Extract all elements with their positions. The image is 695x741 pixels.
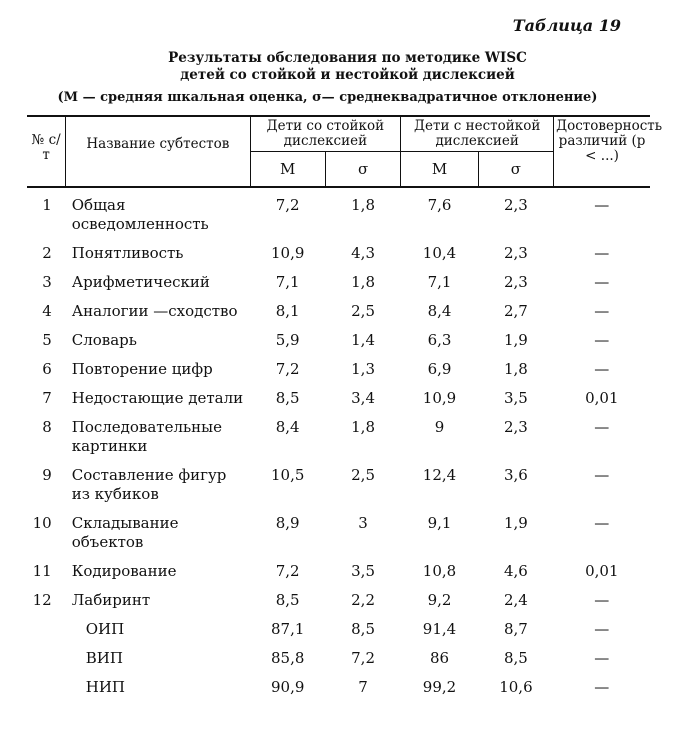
sigma-unstable: 8,5 bbox=[503, 649, 528, 667]
subtest-name: Арифметический bbox=[71, 273, 210, 291]
mean-unstable: 12,4 bbox=[422, 466, 457, 484]
mean-stable: 7,1 bbox=[275, 273, 300, 291]
subtest-name: Аналогии —сходство bbox=[71, 302, 238, 320]
table-row bbox=[27, 239, 650, 268]
mean-unstable: 7,1 bbox=[427, 273, 452, 291]
mean-unstable: 10,9 bbox=[422, 389, 457, 407]
sigma-stable: 7,2 bbox=[351, 649, 375, 667]
header-unstable: Дети с нестойкой дислексией bbox=[401, 116, 554, 152]
sigma-unstable: 2,7 bbox=[503, 302, 528, 320]
sigma-stable: 2,2 bbox=[351, 591, 375, 609]
significance-value: — bbox=[594, 649, 610, 667]
subtest-name: Недостающие детали bbox=[71, 389, 244, 407]
results-table bbox=[27, 115, 663, 702]
sigma-stable: 3,5 bbox=[351, 562, 375, 580]
row-number: 5 bbox=[42, 331, 52, 349]
significance-value: — bbox=[594, 302, 610, 320]
significance-value: 0,01 bbox=[585, 562, 619, 580]
mean-stable: 5,9 bbox=[275, 331, 300, 349]
table-row bbox=[27, 413, 650, 461]
mean-unstable: 10,4 bbox=[422, 244, 457, 262]
table-row bbox=[27, 509, 650, 557]
mean-stable: 7,2 bbox=[275, 360, 300, 378]
header-significance: Достоверность различий (р < ...) bbox=[554, 116, 650, 187]
table-row bbox=[27, 644, 650, 673]
mean-stable: 8,5 bbox=[275, 389, 300, 407]
significance-value: — bbox=[594, 466, 610, 484]
table-row bbox=[27, 187, 650, 239]
subtest-name: ВИП bbox=[85, 649, 123, 667]
sigma-unstable: 1,9 bbox=[503, 514, 528, 532]
significance-value: — bbox=[594, 360, 610, 378]
significance-value: — bbox=[594, 418, 610, 436]
header-sigma-stable: σ bbox=[325, 152, 400, 188]
mean-unstable: 91,4 bbox=[422, 620, 457, 638]
sigma-unstable: 3,6 bbox=[503, 466, 528, 484]
mean-stable: 8,1 bbox=[275, 302, 300, 320]
sigma-unstable: 3,5 bbox=[503, 389, 528, 407]
subtest-name: Повторение цифр bbox=[71, 360, 213, 378]
header-stable: Дети со стойкой дислексией bbox=[250, 116, 401, 152]
sigma-unstable: 10,6 bbox=[499, 678, 533, 696]
table-row bbox=[27, 268, 650, 297]
subtest-name: Последовательные картинки bbox=[71, 418, 222, 455]
header-m-stable: М bbox=[250, 152, 325, 188]
mean-unstable: 9,2 bbox=[427, 591, 452, 609]
sigma-unstable: 2,3 bbox=[503, 418, 528, 436]
sigma-stable: 2,5 bbox=[351, 302, 375, 320]
row-number: 10 bbox=[32, 514, 52, 532]
mean-stable: 7,2 bbox=[275, 562, 300, 580]
sigma-stable: 3 bbox=[358, 514, 368, 532]
subtest-name: НИП bbox=[85, 678, 125, 696]
significance-value: — bbox=[594, 591, 610, 609]
mean-stable: 8,9 bbox=[275, 514, 300, 532]
subtest-name: Составление фигур из кубиков bbox=[71, 466, 227, 503]
header-m-unstable: М bbox=[401, 152, 478, 188]
table-row bbox=[27, 557, 650, 586]
table-row bbox=[27, 326, 650, 355]
sigma-unstable: 1,9 bbox=[503, 331, 528, 349]
significance-value: — bbox=[594, 514, 610, 532]
row-number: 11 bbox=[32, 562, 52, 580]
subtest-name: Кодирование bbox=[71, 562, 177, 580]
mean-unstable: 86 bbox=[429, 649, 450, 667]
significance-value: — bbox=[594, 196, 610, 214]
sigma-stable: 7 bbox=[358, 678, 368, 696]
sigma-stable: 8,5 bbox=[351, 620, 375, 638]
mean-stable: 8,5 bbox=[275, 591, 300, 609]
row-number: 4 bbox=[42, 302, 52, 320]
significance-value: — bbox=[594, 678, 610, 696]
mean-unstable: 6,3 bbox=[427, 331, 452, 349]
subtest-name: Словарь bbox=[71, 331, 137, 349]
subtest-name: ОИП bbox=[85, 620, 125, 638]
table-title bbox=[0, 50, 695, 84]
table-row bbox=[27, 586, 650, 615]
sigma-unstable: 2,3 bbox=[503, 196, 528, 214]
table-row bbox=[27, 673, 650, 702]
sigma-stable: 1,3 bbox=[351, 360, 375, 378]
mean-stable: 85,8 bbox=[270, 649, 305, 667]
mean-unstable: 6,9 bbox=[427, 360, 452, 378]
sigma-unstable: 2,4 bbox=[503, 591, 528, 609]
subtest-name: Складывание объектов bbox=[71, 514, 179, 551]
significance-value: — bbox=[594, 273, 610, 291]
row-number bbox=[27, 644, 66, 673]
significance-value: — bbox=[594, 331, 610, 349]
table-row bbox=[27, 615, 650, 644]
sigma-stable: 1,4 bbox=[351, 331, 375, 349]
mean-unstable: 9,1 bbox=[427, 514, 452, 532]
mean-stable: 10,5 bbox=[270, 466, 305, 484]
header-num: № с/т bbox=[27, 116, 66, 187]
mean-unstable: 9 bbox=[434, 418, 445, 436]
header-sigma-unstable: σ bbox=[478, 152, 553, 188]
table-subtitle: (М — средняя шкальная оценка, σ— среднеквадратичное отклонение) bbox=[57, 90, 598, 105]
mean-unstable: 7,6 bbox=[427, 196, 452, 214]
sigma-stable: 1,8 bbox=[351, 196, 375, 214]
significance-value: — bbox=[594, 620, 610, 638]
sigma-unstable: 8,7 bbox=[503, 620, 528, 638]
row-number: 8 bbox=[42, 418, 52, 436]
subtest-name: Общая осведомленность bbox=[71, 196, 209, 233]
title-line-2: детей со стойкой и нестойкой дислексией bbox=[180, 67, 515, 83]
significance-value: — bbox=[594, 244, 610, 262]
row-number: 6 bbox=[42, 360, 52, 378]
table-row bbox=[27, 384, 650, 413]
sigma-unstable: 1,8 bbox=[503, 360, 528, 378]
row-number bbox=[27, 673, 66, 702]
sigma-unstable: 4,6 bbox=[503, 562, 528, 580]
sigma-stable: 2,5 bbox=[351, 466, 375, 484]
mean-unstable: 8,4 bbox=[427, 302, 452, 320]
subtest-name: Лабиринт bbox=[71, 591, 151, 609]
header-name: Название субтестов bbox=[66, 116, 250, 187]
row-number: 7 bbox=[42, 389, 52, 407]
row-number bbox=[27, 615, 66, 644]
mean-stable: 10,9 bbox=[270, 244, 305, 262]
row-number: 12 bbox=[32, 591, 52, 609]
mean-stable: 90,9 bbox=[270, 678, 305, 696]
sigma-stable: 3,4 bbox=[351, 389, 375, 407]
row-number: 1 bbox=[42, 196, 52, 214]
mean-unstable: 10,8 bbox=[422, 562, 457, 580]
significance-value: 0,01 bbox=[585, 389, 619, 407]
table-row bbox=[27, 355, 650, 384]
row-number: 3 bbox=[42, 273, 52, 291]
table-row bbox=[27, 461, 650, 509]
table-row bbox=[27, 297, 650, 326]
mean-unstable: 99,2 bbox=[422, 678, 457, 696]
subtest-name: Понятливость bbox=[71, 244, 184, 262]
sigma-stable: 1,8 bbox=[351, 273, 375, 291]
row-number: 9 bbox=[42, 466, 52, 484]
mean-stable: 8,4 bbox=[275, 418, 300, 436]
table-label: Таблица 19 bbox=[512, 16, 621, 35]
sigma-unstable: 2,3 bbox=[503, 273, 528, 291]
sigma-stable: 4,3 bbox=[351, 244, 375, 262]
title-line-1: Результаты обследования по методике WISC bbox=[168, 50, 527, 66]
mean-stable: 87,1 bbox=[270, 620, 305, 638]
row-number: 2 bbox=[42, 244, 52, 262]
mean-stable: 7,2 bbox=[275, 196, 300, 214]
sigma-unstable: 2,3 bbox=[503, 244, 528, 262]
sigma-stable: 1,8 bbox=[351, 418, 375, 436]
